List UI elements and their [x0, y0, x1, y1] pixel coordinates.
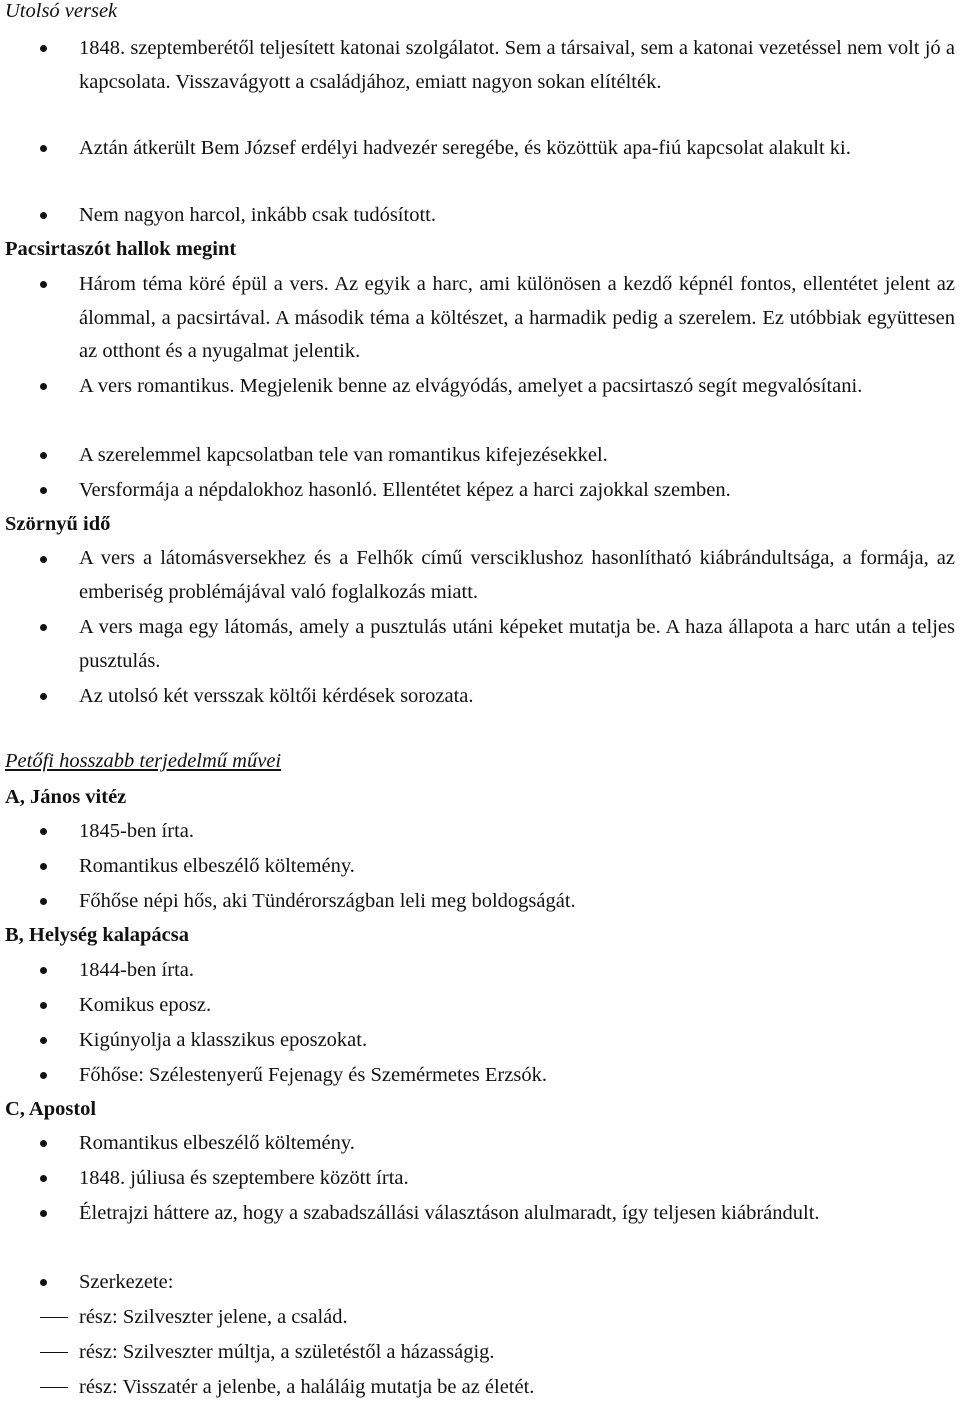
list-item-text: 1844-ben írta. — [79, 959, 194, 981]
section-heading-apostol: C, Apostol — [5, 1098, 97, 1120]
bullet-icon — [40, 383, 47, 390]
list-item-text: Az utolsó két versszak költői kérdések sorozata. — [79, 685, 474, 707]
bullet-icon — [40, 828, 47, 835]
list-item-text: rész: Szilveszter múltja, a születéstől a házasságig. — [79, 1341, 495, 1363]
list-item-text: A vers maga egy látomás, amely a pusztulás utáni képeket mutatja be. A haza állapota a harc után a teljes pusztulás. — [79, 616, 955, 672]
dash-icon — [40, 1352, 68, 1353]
bullet-icon — [40, 145, 47, 152]
bullet-icon — [40, 967, 47, 974]
bullet-icon — [40, 556, 47, 563]
section-heading-pacsirtaszot: Pacsirtaszót hallok megint — [5, 238, 237, 260]
bullet-icon — [40, 624, 47, 631]
list-item-text: A vers a látomásversekhez és a Felhők című versciklushoz hasonlítható kiábrándultsága, a formája, az emberiség problémájával való foglalkozás miatt. — [79, 547, 955, 603]
list-item-text: A vers romantikus. Megjelenik benne az elvágyódás, amelyet a pacsirtaszó segít megvalósítani. — [79, 375, 863, 397]
bullet-icon — [40, 1002, 47, 1009]
bullet-icon — [40, 1279, 47, 1286]
list-item-text: Három téma köré épül a vers. Az egyik a harc, ami különösen a kezdő képnél fontos, ellentétet jelent az álommal, a pacsirtával. A második téma a költészet, a harmadik pedig a szerelem. Ez utóbbiak együttesen az otthont és a nyugalmat jelentik. — [79, 273, 955, 362]
list-item-text: 1845-ben írta. — [79, 820, 194, 842]
bullet-icon — [40, 452, 47, 459]
list-item-text: Aztán átkerült Bem József erdélyi hadvezér seregébe, és közöttük apa-fiú kapcsolat alakult ki. — [79, 137, 851, 159]
bullet-icon — [40, 1210, 47, 1217]
list-item-text: Romantikus elbeszélő költemény. — [79, 855, 355, 877]
bullet-icon — [40, 898, 47, 905]
list-item-text: rész: Szilveszter jelene, a család. — [79, 1306, 348, 1328]
bullet-icon — [40, 45, 47, 52]
list-item-text: Komikus eposz. — [79, 994, 212, 1016]
section-heading-helyseg-kalapacsa: B, Helység kalapácsa — [5, 924, 189, 946]
section-heading-utolso-versek: Utolsó versek — [5, 0, 118, 22]
section-heading-hosszabb-muvei: Petőfi hosszabb terjedelmű művei — [5, 750, 282, 772]
list-item-text: Főhőse: Szélestenyerű Fejenagy és Szemérmetes Erzsók. — [79, 1064, 547, 1086]
list-item-text: Kigúnyolja a klasszikus eposzokat. — [79, 1029, 368, 1051]
list-item-text: Versformája a népdalokhoz hasonló. Ellentétet képez a harci zajokkal szemben. — [79, 479, 731, 501]
bullet-icon — [40, 212, 47, 219]
section-heading-szornyu-ido: Szörnyű idő — [5, 513, 111, 535]
list-item-text: Főhőse népi hős, aki Tündérországban leli meg boldogságát. — [79, 890, 576, 912]
section-heading-janos-vitez: A, János vitéz — [5, 786, 127, 808]
list-item-text: Romantikus elbeszélő költemény. — [79, 1132, 355, 1154]
list-item-text: Szerkezete: — [79, 1271, 174, 1293]
list-item-text: 1848. szeptemberétől teljesített katonai szolgálatot. Sem a társaival, sem a katonai vezetéssel nem volt jó a kapcsolata. Visszavágyott a családjához, emiatt nagyon sokan elítélték. — [79, 37, 955, 93]
bullet-icon — [40, 1037, 47, 1044]
bullet-icon — [40, 693, 47, 700]
list-item-text: Nem nagyon harcol, inkább csak tudósított. — [79, 204, 436, 226]
dash-icon — [40, 1317, 68, 1318]
bullet-icon — [40, 863, 47, 870]
bullet-icon — [40, 487, 47, 494]
bullet-icon — [40, 1072, 47, 1079]
list-item-text: 1848. júliusa és szeptembere között írta. — [79, 1167, 409, 1189]
dash-icon — [40, 1387, 68, 1388]
bullet-icon — [40, 1175, 47, 1182]
list-item-text: A szerelemmel kapcsolatban tele van romantikus kifejezésekkel. — [79, 444, 608, 466]
bullet-icon — [40, 281, 47, 288]
list-item-text: Életrajzi háttere az, hogy a szabadszállási választáson alulmaradt, így teljesen kiábrándult. — [79, 1202, 820, 1224]
bullet-icon — [40, 1140, 47, 1147]
list-item-text: rész: Visszatér a jelenbe, a haláláig mutatja be az életét. — [79, 1376, 535, 1398]
